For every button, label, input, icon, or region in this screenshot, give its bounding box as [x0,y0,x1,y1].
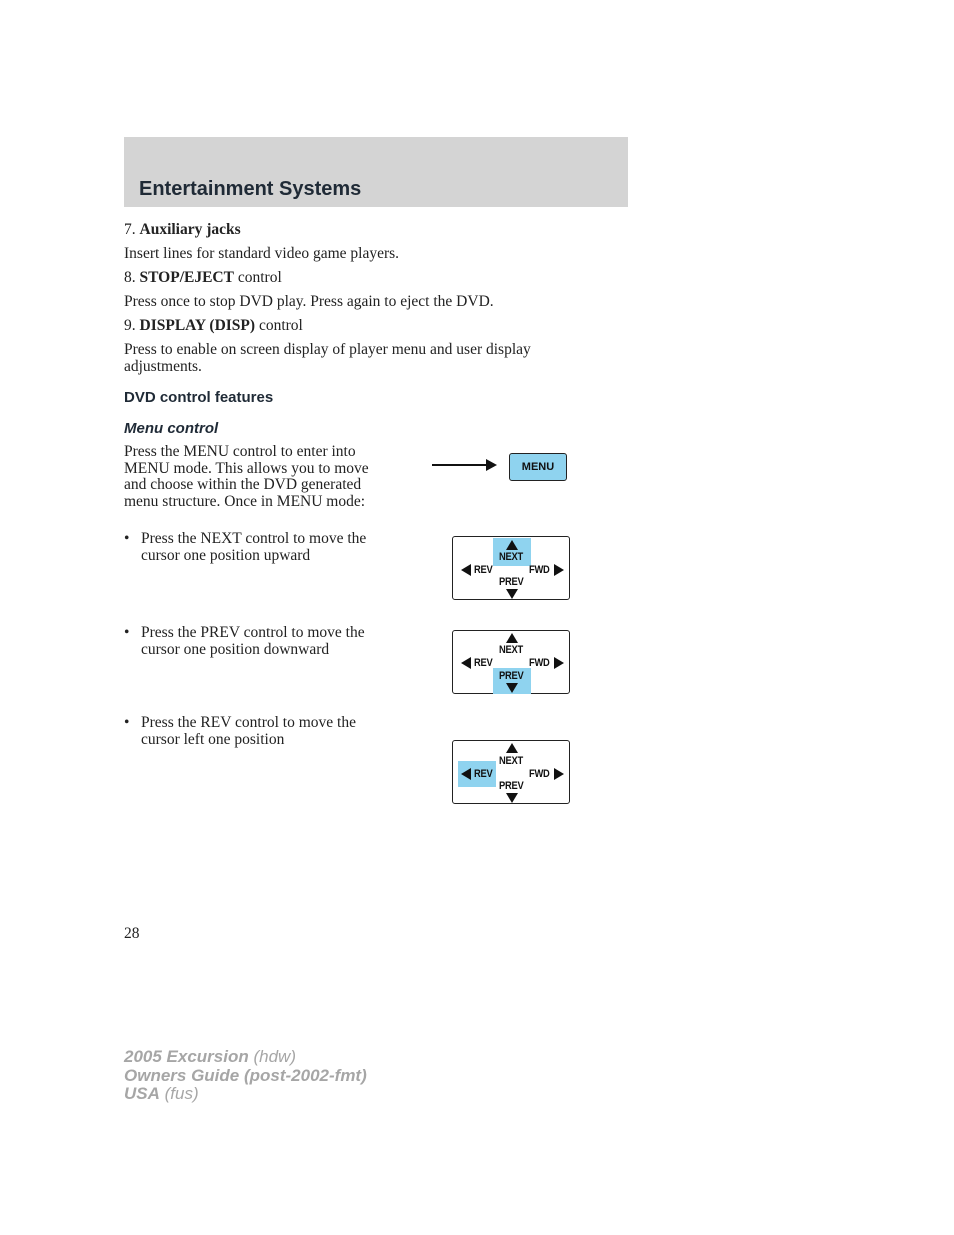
menu-paragraph: Press the MENU control to enter into MENU mode. This allows you to move and choose within the DVD generated menu structure. Once in MENU mode: [124,443,369,510]
left-arrow-icon [461,768,471,780]
footer-model: 2005 Excursion [124,1047,249,1066]
down-arrow-icon [506,793,518,803]
menu-button: MENU [509,453,567,481]
next-label: NEXT [499,551,523,563]
item-9-description: Press to enable on screen display of player menu and user display adjustments. [124,341,531,375]
bullet: • [124,714,130,731]
item-label-rest: control [255,317,303,334]
prev-label: PREV [499,576,524,588]
page-title: Entertainment Systems [139,178,362,200]
right-arrow-icon [554,768,564,780]
footer-line-2 [124,1066,367,1085]
dpad-prev-highlight [452,630,570,694]
footer-market: USA [124,1084,160,1103]
item-label: Auxiliary jacks [139,221,241,238]
right-arrow-icon [554,564,564,576]
item-number: 8. [124,269,136,286]
up-arrow-icon [506,743,518,753]
bullet: • [124,624,130,641]
footer-line-1 [124,1047,296,1066]
item-8-heading [124,270,282,287]
item-7-description: Insert lines for standard video game players. [124,245,400,262]
arrow-line [432,464,488,466]
item-8-description: Press once to stop DVD play. Press again to eject the DVD. [124,293,494,310]
right-arrow-icon [554,657,564,669]
down-arrow-icon [506,589,518,599]
dpad-rev-highlight [452,740,570,804]
bullet-text: Press the PREV control to move the cursor one position downward [141,624,365,658]
section-title: DVD control features [124,389,274,406]
footer-line-3 [124,1084,199,1103]
section-subtitle: Menu control [124,420,219,437]
footer-guide: Owners Guide (post-2002-fmt) [124,1066,367,1085]
item-label: STOP/EJECT [139,269,234,286]
item-9-heading [124,318,303,335]
up-arrow-icon [506,540,518,550]
item-label: DISPLAY (DISP) [139,317,256,334]
left-arrow-icon [461,564,471,576]
down-arrow-icon [506,683,518,693]
left-arrow-icon [461,657,471,669]
fwd-label: FWD [529,564,550,576]
next-label: NEXT [499,644,523,656]
rev-label: REV [474,768,493,780]
item-number: 9. [124,317,136,334]
prev-label: PREV [499,670,524,682]
up-arrow-icon [506,633,518,643]
footer-market-code: (fus) [159,1084,199,1103]
item-label-rest: control [233,269,282,286]
page-number: 28 [124,925,140,942]
arrow-right-icon [486,459,497,471]
bullet-text: Press the REV control to move the cursor left one position [141,714,356,748]
bullet-text: Press the NEXT control to move the cursor one position upward [141,530,367,564]
next-label: NEXT [499,755,523,767]
bullet: • [124,530,130,547]
item-number: 7. [124,221,136,238]
prev-label: PREV [499,780,524,792]
item-7-heading [124,222,241,239]
fwd-label: FWD [529,657,550,669]
header-band [124,137,628,207]
dpad-next-highlight [452,536,570,600]
rev-label: REV [474,564,493,576]
footer-model-code: (hdw) [248,1047,296,1066]
fwd-label: FWD [529,768,550,780]
rev-label: REV [474,657,493,669]
